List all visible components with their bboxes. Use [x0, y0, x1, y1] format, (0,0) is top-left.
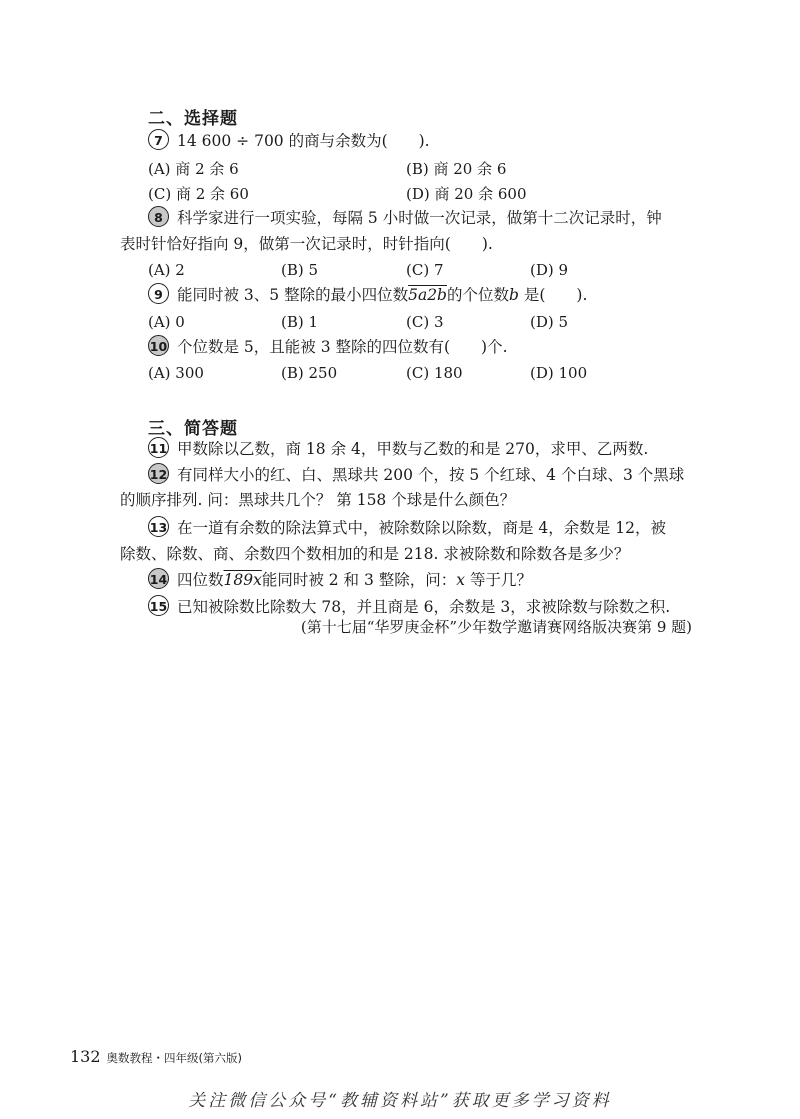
- question-14: [148, 566, 700, 594]
- option-d: (D) 5: [530, 313, 569, 331]
- page-footer: [70, 1047, 242, 1066]
- question-text-line1: 在一道有余数的除法算式中，被除数除以除数，商是 4，余数是 12，被: [177, 519, 666, 537]
- question-text-mid: 的个位数: [446, 286, 509, 304]
- question-source: (第十七届“华罗庚金杯”少年数学邀请赛网络版决赛第 9 题): [300, 618, 692, 636]
- question-text-line1: 科学家进行一项实验，每隔 5 小时做一次记录，做第十二次记录时，钟: [177, 209, 662, 227]
- overline-number: 189x: [223, 571, 262, 589]
- option-d: (D) 100: [530, 364, 588, 382]
- option-b: (B) 商 20 余 6: [406, 160, 507, 178]
- options-q10: [148, 360, 688, 386]
- question-8: [148, 204, 700, 232]
- option-a: (A) 2: [148, 261, 185, 279]
- question-9: [148, 281, 700, 309]
- question-12-continued: [120, 486, 700, 514]
- question-text-post: 是( ).: [518, 286, 588, 304]
- option-d: (D) 9: [530, 261, 569, 279]
- option-c: (C) 180: [406, 364, 463, 382]
- page-number: 132: [70, 1047, 101, 1066]
- question-text-post: 等于几？: [465, 571, 532, 589]
- watermark-text: 关注微信公众号“教辅资料站”获取更多学习资料: [188, 1091, 612, 1111]
- section-heading-short-answer: 三、简答题: [148, 419, 238, 439]
- overline-number: 5a2b: [408, 286, 447, 304]
- question-13-continued: [120, 540, 700, 568]
- options-q8: [148, 257, 688, 283]
- option-d: (D) 商 20 余 600: [406, 185, 527, 203]
- question-text-line2: 表时针恰好指向 9，做第一次记录时，时针指向( ).: [120, 235, 493, 253]
- option-a: (A) 0: [148, 313, 185, 331]
- option-b: (B) 1: [281, 313, 319, 331]
- question-12: [148, 461, 700, 489]
- question-text: 个位数是 5，且能被 3 整除的四位数有( )个.: [177, 338, 508, 356]
- option-c: (C) 3: [406, 313, 444, 331]
- question-number: 7: [148, 129, 169, 150]
- question-text-pre: 四位数: [177, 571, 224, 589]
- question-text: 已知被除数比除数大 78，并且商是 6，余数是 3，求被除数与除数之积.: [177, 598, 671, 616]
- question-text-line2: 的顺序排列. 问：黑球共几个？ 第 158 个球是什么颜色？: [120, 491, 516, 509]
- question-text: 甲数除以乙数，商 18 余 4，甲数与乙数的和是 270，求甲、乙两数.: [177, 440, 649, 458]
- question-8-continued: [120, 230, 700, 258]
- variable: x: [456, 571, 466, 589]
- question-number: 8: [148, 206, 169, 227]
- option-a: (A) 300: [148, 364, 204, 382]
- options-q7: [148, 156, 688, 182]
- question-text-line1: 有同样大小的红、白、黑球共 200 个，按 5 个红球、4 个白球、3 个黑球: [177, 466, 685, 484]
- question-number: 13: [148, 516, 169, 537]
- question-text-line2: 除数、除数、商、余数四个数相加的和是 218. 求被除数和除数各是多少？: [120, 545, 630, 563]
- question-number: 12: [148, 463, 169, 484]
- question-number: 15: [148, 595, 169, 616]
- option-b: (B) 5: [281, 261, 319, 279]
- question-13: [148, 514, 700, 542]
- question-text: 14 600 ÷ 700 的商与余数为( ).: [177, 132, 430, 150]
- question-11: [148, 435, 700, 463]
- question-text-pre: 能同时被 3、5 整除的最小四位数: [177, 286, 409, 304]
- option-a: (A) 商 2 余 6: [148, 160, 239, 178]
- question-number: 9: [148, 283, 169, 304]
- question-number: 14: [148, 568, 169, 589]
- section-heading-choice: 二、选择题: [148, 109, 238, 129]
- option-c: (C) 商 2 余 60: [148, 185, 249, 203]
- options-q9: [148, 309, 688, 335]
- question-number: 10: [148, 335, 169, 356]
- question-number: 11: [148, 437, 169, 458]
- question-text-mid: 能同时被 2 和 3 整除，问：: [261, 571, 457, 589]
- question-10: [148, 333, 700, 361]
- book-title: 奥数教程・四年级(第六版): [106, 1051, 243, 1065]
- variable: b: [509, 286, 519, 304]
- option-b: (B) 250: [281, 364, 338, 382]
- question-7: [148, 127, 700, 155]
- option-c: (C) 7: [406, 261, 444, 279]
